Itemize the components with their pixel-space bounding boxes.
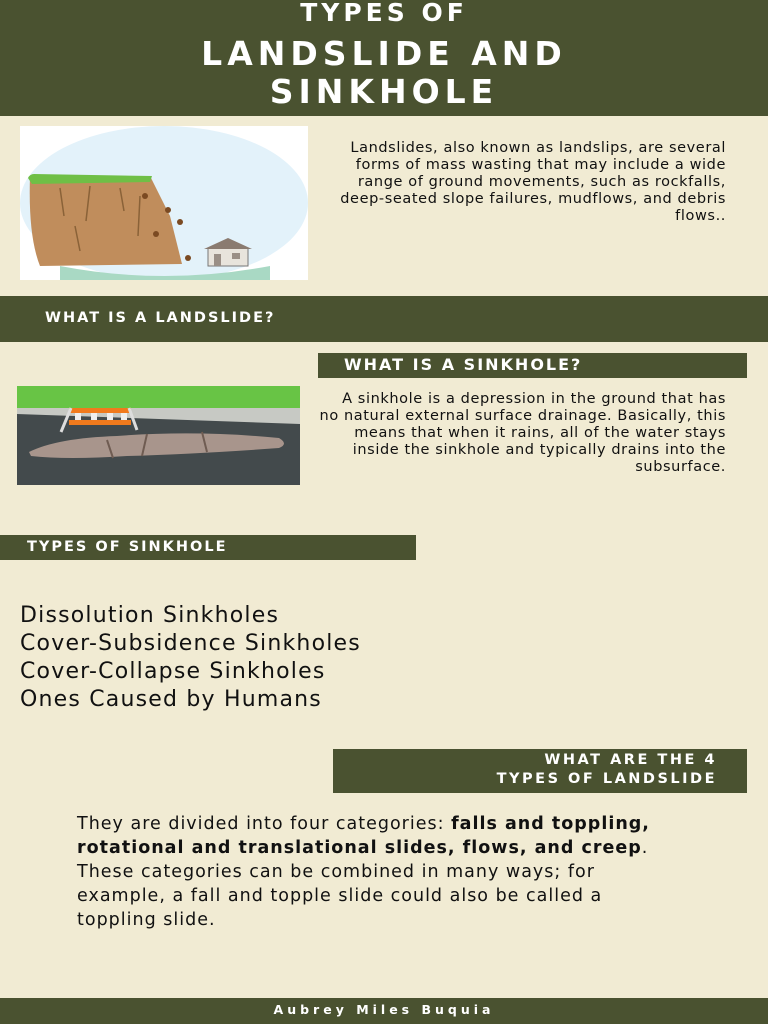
landslide-types-rest: . These categories can be combined in many ways; for example, a fall and topple slide could also be called a toppling slide. [77,838,649,930]
what-is-landslide-heading: WHAT IS A LANDSLIDE? [45,310,276,326]
landslide-types-intro: They are divided into four categories: [77,814,452,834]
footer-banner [0,998,768,1024]
what-is-sinkhole-heading: WHAT IS A SINKHOLE? [344,355,583,374]
author-name: Aubrey Miles Buquia [273,1002,495,1017]
what-is-landslide-banner [0,296,768,342]
landslide-types-paragraph [77,812,677,932]
types-of-landslide-heading-line-2: TYPES OF LANDSLIDE [496,771,717,787]
types-of-sinkhole-heading: TYPES OF SINKHOLE [27,539,228,555]
list-item: Ones Caused by Humans [20,687,322,712]
title-line-1: TYPES OF [300,0,468,27]
landslide-types-categories: falls and toppling, rotational and translational slides, flows, and creep [77,814,650,858]
what-is-sinkhole-banner [318,353,747,378]
landslide-illustration [20,126,308,280]
types-of-landslide-banner [333,749,747,793]
landslide-intro-text: Landslides, also known as landslips, are several forms of mass wasting that may include a wide range of ground movements, such as rockfalls, deep-seated slope failures, mudflows, and debris flows.. [340,140,726,224]
title-line-2: LANDSLIDE AND [201,34,567,73]
title-line-3: SINKHOLE [269,72,499,111]
types-of-sinkhole-banner [0,535,416,560]
list-item: Dissolution Sinkholes [20,603,280,628]
sinkhole-types-list [20,602,361,714]
sinkhole-photo [17,386,300,485]
sinkhole-description: A sinkhole is a depression in the ground that has no natural external surface drainage. Basically, this means that when it rains, all of the water stays inside the sinkhole and typically drains into the subsurface. [319,391,726,475]
types-of-landslide-heading-line-1: WHAT ARE THE 4 [544,752,717,768]
list-item: Cover-Subsidence Sinkholes [20,631,361,656]
list-item: Cover-Collapse Sinkholes [20,659,326,684]
title-banner [0,0,768,116]
